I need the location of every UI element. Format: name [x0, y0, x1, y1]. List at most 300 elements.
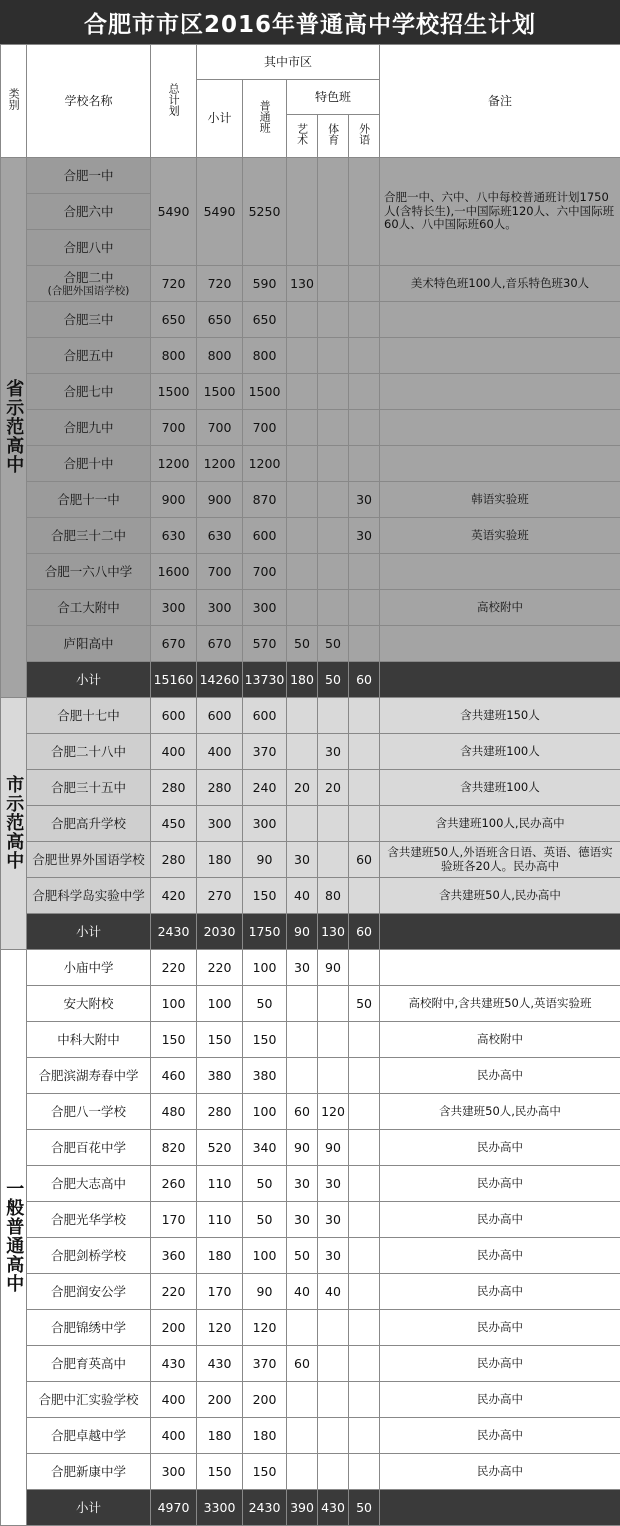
cell-regular: 1500: [243, 374, 287, 410]
table-row: [1, 770, 620, 806]
cell-sub: 430: [197, 1346, 243, 1382]
cell-art: 40: [287, 878, 318, 914]
cell-art: [287, 410, 318, 446]
cell-foreign: 30: [349, 482, 380, 518]
cell-sports: [318, 1310, 349, 1346]
school-name: 合肥三十二中: [27, 518, 151, 554]
cell-art: [287, 986, 318, 1022]
school-name: 合肥卓越中学: [27, 1418, 151, 1454]
cell-regular: 90: [243, 842, 287, 878]
cell-total: 15160: [151, 662, 197, 698]
cell-total: 1600: [151, 554, 197, 590]
cell-regular: 700: [243, 410, 287, 446]
cell-sub: 3300: [197, 1490, 243, 1526]
cell-total: 220: [151, 1274, 197, 1310]
cell-total: 4970: [151, 1490, 197, 1526]
cell-sub: 100: [197, 986, 243, 1022]
cell-total: 670: [151, 626, 197, 662]
cell-foreign: [349, 446, 380, 482]
cell-note: 民办高中: [380, 1130, 620, 1166]
cell-art: [287, 446, 318, 482]
cell-foreign: [349, 338, 380, 374]
cell-note: 含共建班50人,民办高中: [380, 878, 620, 914]
school-name: 合肥新康中学: [27, 1454, 151, 1490]
cell-note: 韩语实验班: [380, 482, 620, 518]
cell-sub: 200: [197, 1382, 243, 1418]
cell-regular: 150: [243, 878, 287, 914]
school-name: 合肥高升学校: [27, 806, 151, 842]
school-name: 合工大附中: [27, 590, 151, 626]
table-row: [1, 950, 620, 986]
cell-total: 430: [151, 1346, 197, 1382]
cell-note: 民办高中: [380, 1274, 620, 1310]
cell-note: 英语实验班: [380, 518, 620, 554]
school-name: 小计: [27, 1490, 151, 1526]
cell-art: 60: [287, 1094, 318, 1130]
cell-note: 民办高中: [380, 1202, 620, 1238]
cell-art: [287, 698, 318, 734]
cell-sports: [318, 1022, 349, 1058]
cell-sub: 1500: [197, 374, 243, 410]
school-name: 合肥八中: [27, 230, 151, 266]
cell-sports: [318, 338, 349, 374]
cell-regular: 2430: [243, 1490, 287, 1526]
table-row: [1, 806, 620, 842]
cell-art: 50: [287, 626, 318, 662]
table-row: [1, 878, 620, 914]
cell-note: [380, 914, 620, 950]
cell-art: [287, 1382, 318, 1418]
school-name: 合肥大志高中: [27, 1166, 151, 1202]
cell-sports: 430: [318, 1490, 349, 1526]
cell-total: 400: [151, 1382, 197, 1418]
cell-total: 630: [151, 518, 197, 554]
cell-sub: 670: [197, 626, 243, 662]
school-name: 合肥八一学校: [27, 1094, 151, 1130]
cell-sports: [318, 554, 349, 590]
cell-foreign: [349, 950, 380, 986]
cell-note: [380, 662, 620, 698]
cell-sports: [318, 1454, 349, 1490]
cell-art: 90: [287, 914, 318, 950]
cell-sub: 300: [197, 590, 243, 626]
cell-regular: 300: [243, 806, 287, 842]
cell-art: 90: [287, 1130, 318, 1166]
cell-regular: 100: [243, 1238, 287, 1274]
cell-regular: 180: [243, 1418, 287, 1454]
cell-total: 720: [151, 266, 197, 302]
school-name: 庐阳高中: [27, 626, 151, 662]
cell-foreign: [349, 1202, 380, 1238]
cell-total: 300: [151, 1454, 197, 1490]
school-name: 合肥科学岛实验中学: [27, 878, 151, 914]
school-name: 合肥百花中学: [27, 1130, 151, 1166]
cell-sub: 110: [197, 1166, 243, 1202]
cell-art: [287, 374, 318, 410]
table-row: [1, 1346, 620, 1382]
cell-sports: 90: [318, 950, 349, 986]
cell-sub: 520: [197, 1130, 243, 1166]
cell-sports: 90: [318, 1130, 349, 1166]
table-row: [1, 1310, 620, 1346]
cell-note: 含共建班100人: [380, 734, 620, 770]
table-row: [1, 410, 620, 446]
cell-sub: 110: [197, 1202, 243, 1238]
cell-sports: 20: [318, 770, 349, 806]
page-title: 合肥市市区2016年普通高中学校招生计划: [0, 0, 620, 44]
cell-sports: 130: [318, 914, 349, 950]
school-name: 合肥二中 (合肥外国语学校): [27, 266, 151, 302]
table-row: [1, 1238, 620, 1274]
cell-total: 480: [151, 1094, 197, 1130]
table-row: [1, 1382, 620, 1418]
cell-sub: 150: [197, 1454, 243, 1490]
cell-sub: 14260: [197, 662, 243, 698]
cell-regular: 120: [243, 1310, 287, 1346]
cell-sub: 150: [197, 1022, 243, 1058]
header-sports: 体育: [318, 115, 349, 158]
cell-total: 220: [151, 950, 197, 986]
cell-foreign: [349, 1166, 380, 1202]
cell-note: 含共建班50人,外语班含日语、英语、德语实验班各20人。民办高中: [380, 842, 620, 878]
cell-total: 280: [151, 770, 197, 806]
table-row: [1, 158, 620, 194]
cell-foreign: [349, 410, 380, 446]
cell-regular: 50: [243, 1166, 287, 1202]
cell-total: 800: [151, 338, 197, 374]
cell-art: [287, 806, 318, 842]
cell-sports: [318, 806, 349, 842]
cell-regular: 150: [243, 1022, 287, 1058]
header-foreign: 外语: [349, 115, 380, 158]
table-row: [1, 698, 620, 734]
cell-art: [287, 1454, 318, 1490]
cell-regular: 50: [243, 986, 287, 1022]
cell-regular: 300: [243, 590, 287, 626]
table-row: [1, 482, 620, 518]
cell-sports: 30: [318, 734, 349, 770]
school-name: 合肥十一中: [27, 482, 151, 518]
cell-note: 民办高中: [380, 1058, 620, 1094]
school-name: 合肥光华学校: [27, 1202, 151, 1238]
cell-foreign: [349, 1310, 380, 1346]
table-row: [1, 986, 620, 1022]
school-name: 小庙中学: [27, 950, 151, 986]
cell-total: 400: [151, 734, 197, 770]
school-name: 合肥六中: [27, 194, 151, 230]
cell-regular: 240: [243, 770, 287, 806]
cell-foreign: [349, 1094, 380, 1130]
cell-foreign: [349, 1238, 380, 1274]
cell-art: 30: [287, 1166, 318, 1202]
cell-regular: 590: [243, 266, 287, 302]
cell-foreign: [349, 1418, 380, 1454]
school-name: 合肥滨湖寿春中学: [27, 1058, 151, 1094]
table-row: [1, 626, 620, 662]
cell-regular: 370: [243, 1346, 287, 1382]
cell-note: [380, 446, 620, 482]
cell-regular: 90: [243, 1274, 287, 1310]
table-row: [1, 266, 620, 302]
cell-sports: [318, 266, 349, 302]
cell-sub: 700: [197, 554, 243, 590]
cell-total: 150: [151, 1022, 197, 1058]
header-art: 艺术: [287, 115, 318, 158]
cell-art: 50: [287, 1238, 318, 1274]
category-cell: 一般普通高中: [1, 950, 27, 1526]
cell-foreign: [349, 374, 380, 410]
table-row: [1, 842, 620, 878]
cell-art: [287, 1058, 318, 1094]
cell-sports: 50: [318, 626, 349, 662]
cell-sub: 170: [197, 1274, 243, 1310]
cell-sub: 1200: [197, 446, 243, 482]
header-total: 总计划: [151, 45, 197, 158]
cell-art: 180: [287, 662, 318, 698]
cell-art: [287, 338, 318, 374]
cell-sports: [318, 986, 349, 1022]
school-name: 合肥锦绣中学: [27, 1310, 151, 1346]
cell-sports: 120: [318, 1094, 349, 1130]
cell-note: 高校附中,含共建班50人,英语实验班: [380, 986, 620, 1022]
school-name: 合肥育英高中: [27, 1346, 151, 1382]
table-row: [1, 554, 620, 590]
cell-sub: 280: [197, 770, 243, 806]
cell-regular: 650: [243, 302, 287, 338]
cell-total: 460: [151, 1058, 197, 1094]
cell-foreign: 60: [349, 914, 380, 950]
subtotal-row: [1, 914, 620, 950]
school-name: 合肥五中: [27, 338, 151, 374]
cell-sub: 650: [197, 302, 243, 338]
school-name: 合肥二十八中: [27, 734, 151, 770]
cell-note: 民办高中: [380, 1346, 620, 1382]
cell-foreign: [349, 590, 380, 626]
table-row: [1, 338, 620, 374]
table-row: [1, 1418, 620, 1454]
cell-art: 130: [287, 266, 318, 302]
cell-note: 高校附中: [380, 1022, 620, 1058]
cell-note: 含共建班50人,民办高中: [380, 1094, 620, 1130]
cell-total: 700: [151, 410, 197, 446]
cell-note: [380, 410, 620, 446]
cell-total: 5490: [151, 158, 197, 266]
cell-foreign: [349, 1382, 380, 1418]
school-name: 安大附校: [27, 986, 151, 1022]
cell-regular: 13730: [243, 662, 287, 698]
school-name: 合肥七中: [27, 374, 151, 410]
cell-total: 650: [151, 302, 197, 338]
cell-sports: [318, 158, 349, 266]
cell-foreign: [349, 626, 380, 662]
cell-sub: 400: [197, 734, 243, 770]
cell-art: 40: [287, 1274, 318, 1310]
cell-note: 民办高中: [380, 1382, 620, 1418]
cell-note: 合肥一中、六中、八中每校普通班计划1750人(含特长生),一中国际班120人、六中国际班60人、八中国际班60人。: [380, 158, 620, 266]
cell-total: 1500: [151, 374, 197, 410]
table-row: [1, 734, 620, 770]
cell-foreign: [349, 1454, 380, 1490]
cell-sub: 2030: [197, 914, 243, 950]
table-row: [1, 1058, 620, 1094]
cell-sub: 180: [197, 1238, 243, 1274]
cell-sports: 50: [318, 662, 349, 698]
cell-regular: 600: [243, 698, 287, 734]
cell-art: [287, 1022, 318, 1058]
school-name: 中科大附中: [27, 1022, 151, 1058]
cell-foreign: 60: [349, 662, 380, 698]
cell-sports: [318, 698, 349, 734]
school-name: 合肥十七中: [27, 698, 151, 734]
cell-note: 含共建班150人: [380, 698, 620, 734]
cell-regular: 200: [243, 1382, 287, 1418]
cell-art: [287, 590, 318, 626]
cell-art: 390: [287, 1490, 318, 1526]
cell-foreign: [349, 734, 380, 770]
table-row: [1, 1274, 620, 1310]
cell-regular: 370: [243, 734, 287, 770]
cell-total: 600: [151, 698, 197, 734]
cell-sub: 300: [197, 806, 243, 842]
cell-regular: 5250: [243, 158, 287, 266]
cell-foreign: [349, 266, 380, 302]
cell-note: 含共建班100人,民办高中: [380, 806, 620, 842]
cell-foreign: 30: [349, 518, 380, 554]
cell-foreign: [349, 770, 380, 806]
header-subtotal: 小计: [197, 80, 243, 158]
cell-sub: 720: [197, 266, 243, 302]
cell-total: 300: [151, 590, 197, 626]
cell-art: [287, 482, 318, 518]
cell-sub: 220: [197, 950, 243, 986]
school-name: 合肥中汇实验学校: [27, 1382, 151, 1418]
cell-foreign: [349, 698, 380, 734]
cell-note: 民办高中: [380, 1238, 620, 1274]
cell-sports: [318, 1382, 349, 1418]
cell-regular: 100: [243, 1094, 287, 1130]
cell-foreign: 50: [349, 986, 380, 1022]
cell-total: 170: [151, 1202, 197, 1238]
school-name: 合肥一六八中学: [27, 554, 151, 590]
cell-note: 美术特色班100人,音乐特色班30人: [380, 266, 620, 302]
header-regular: 普通班: [243, 80, 287, 158]
school-name: 合肥剑桥学校: [27, 1238, 151, 1274]
cell-regular: 100: [243, 950, 287, 986]
cell-sports: [318, 302, 349, 338]
cell-sub: 120: [197, 1310, 243, 1346]
cell-art: 30: [287, 842, 318, 878]
cell-sports: [318, 518, 349, 554]
header-category: 类别: [1, 45, 27, 158]
cell-total: 280: [151, 842, 197, 878]
table-row: [1, 1094, 620, 1130]
cell-regular: 1750: [243, 914, 287, 950]
subtotal-row: [1, 662, 620, 698]
cell-foreign: [349, 1346, 380, 1382]
cell-sports: 30: [318, 1202, 349, 1238]
cell-foreign: [349, 1058, 380, 1094]
school-name: 合肥世界外国语学校: [27, 842, 151, 878]
cell-regular: 340: [243, 1130, 287, 1166]
category-cell: 市示范高中: [1, 698, 27, 950]
table-row: [1, 1454, 620, 1490]
cell-total: 200: [151, 1310, 197, 1346]
cell-sub: 180: [197, 1418, 243, 1454]
cell-sports: [318, 1418, 349, 1454]
table-row: [1, 1202, 620, 1238]
cell-sports: [318, 446, 349, 482]
header-note: 备注: [380, 45, 620, 158]
cell-regular: 380: [243, 1058, 287, 1094]
cell-note: 民办高中: [380, 1166, 620, 1202]
header-special: 特色班: [287, 80, 380, 115]
cell-total: 2430: [151, 914, 197, 950]
category-cell: 省示范高中: [1, 158, 27, 698]
cell-art: 20: [287, 770, 318, 806]
table-row: [1, 1022, 620, 1058]
cell-art: [287, 554, 318, 590]
cell-sports: 40: [318, 1274, 349, 1310]
cell-foreign: [349, 158, 380, 266]
cell-sub: 630: [197, 518, 243, 554]
school-name: 合肥九中: [27, 410, 151, 446]
cell-foreign: [349, 878, 380, 914]
cell-sports: [318, 374, 349, 410]
cell-sports: [318, 410, 349, 446]
school-name: 小计: [27, 662, 151, 698]
table-row: [1, 1130, 620, 1166]
cell-sub: 700: [197, 410, 243, 446]
cell-note: [380, 626, 620, 662]
cell-art: [287, 1310, 318, 1346]
cell-note: [380, 1490, 620, 1526]
cell-foreign: [349, 1274, 380, 1310]
cell-regular: 570: [243, 626, 287, 662]
table-row: [1, 1166, 620, 1202]
cell-note: 高校附中: [380, 590, 620, 626]
school-name: 合肥一中: [27, 158, 151, 194]
table-body: [1, 158, 620, 1526]
table-row: [1, 302, 620, 338]
cell-note: [380, 374, 620, 410]
cell-art: [287, 734, 318, 770]
cell-sub: 5490: [197, 158, 243, 266]
cell-regular: 700: [243, 554, 287, 590]
cell-total: 820: [151, 1130, 197, 1166]
cell-art: [287, 302, 318, 338]
cell-foreign: [349, 554, 380, 590]
cell-foreign: [349, 1130, 380, 1166]
cell-total: 900: [151, 482, 197, 518]
cell-note: 民办高中: [380, 1418, 620, 1454]
cell-note: [380, 950, 620, 986]
cell-total: 100: [151, 986, 197, 1022]
school-name: 合肥润安公学: [27, 1274, 151, 1310]
school-name: 合肥十中: [27, 446, 151, 482]
cell-foreign: 60: [349, 842, 380, 878]
cell-regular: 800: [243, 338, 287, 374]
cell-note: 含共建班100人: [380, 770, 620, 806]
table-row: [1, 518, 620, 554]
cell-total: 420: [151, 878, 197, 914]
table-row: [1, 374, 620, 410]
cell-sub: 900: [197, 482, 243, 518]
cell-sub: 800: [197, 338, 243, 374]
cell-foreign: [349, 302, 380, 338]
cell-total: 400: [151, 1418, 197, 1454]
header-school: 学校名称: [27, 45, 151, 158]
cell-note: [380, 338, 620, 374]
